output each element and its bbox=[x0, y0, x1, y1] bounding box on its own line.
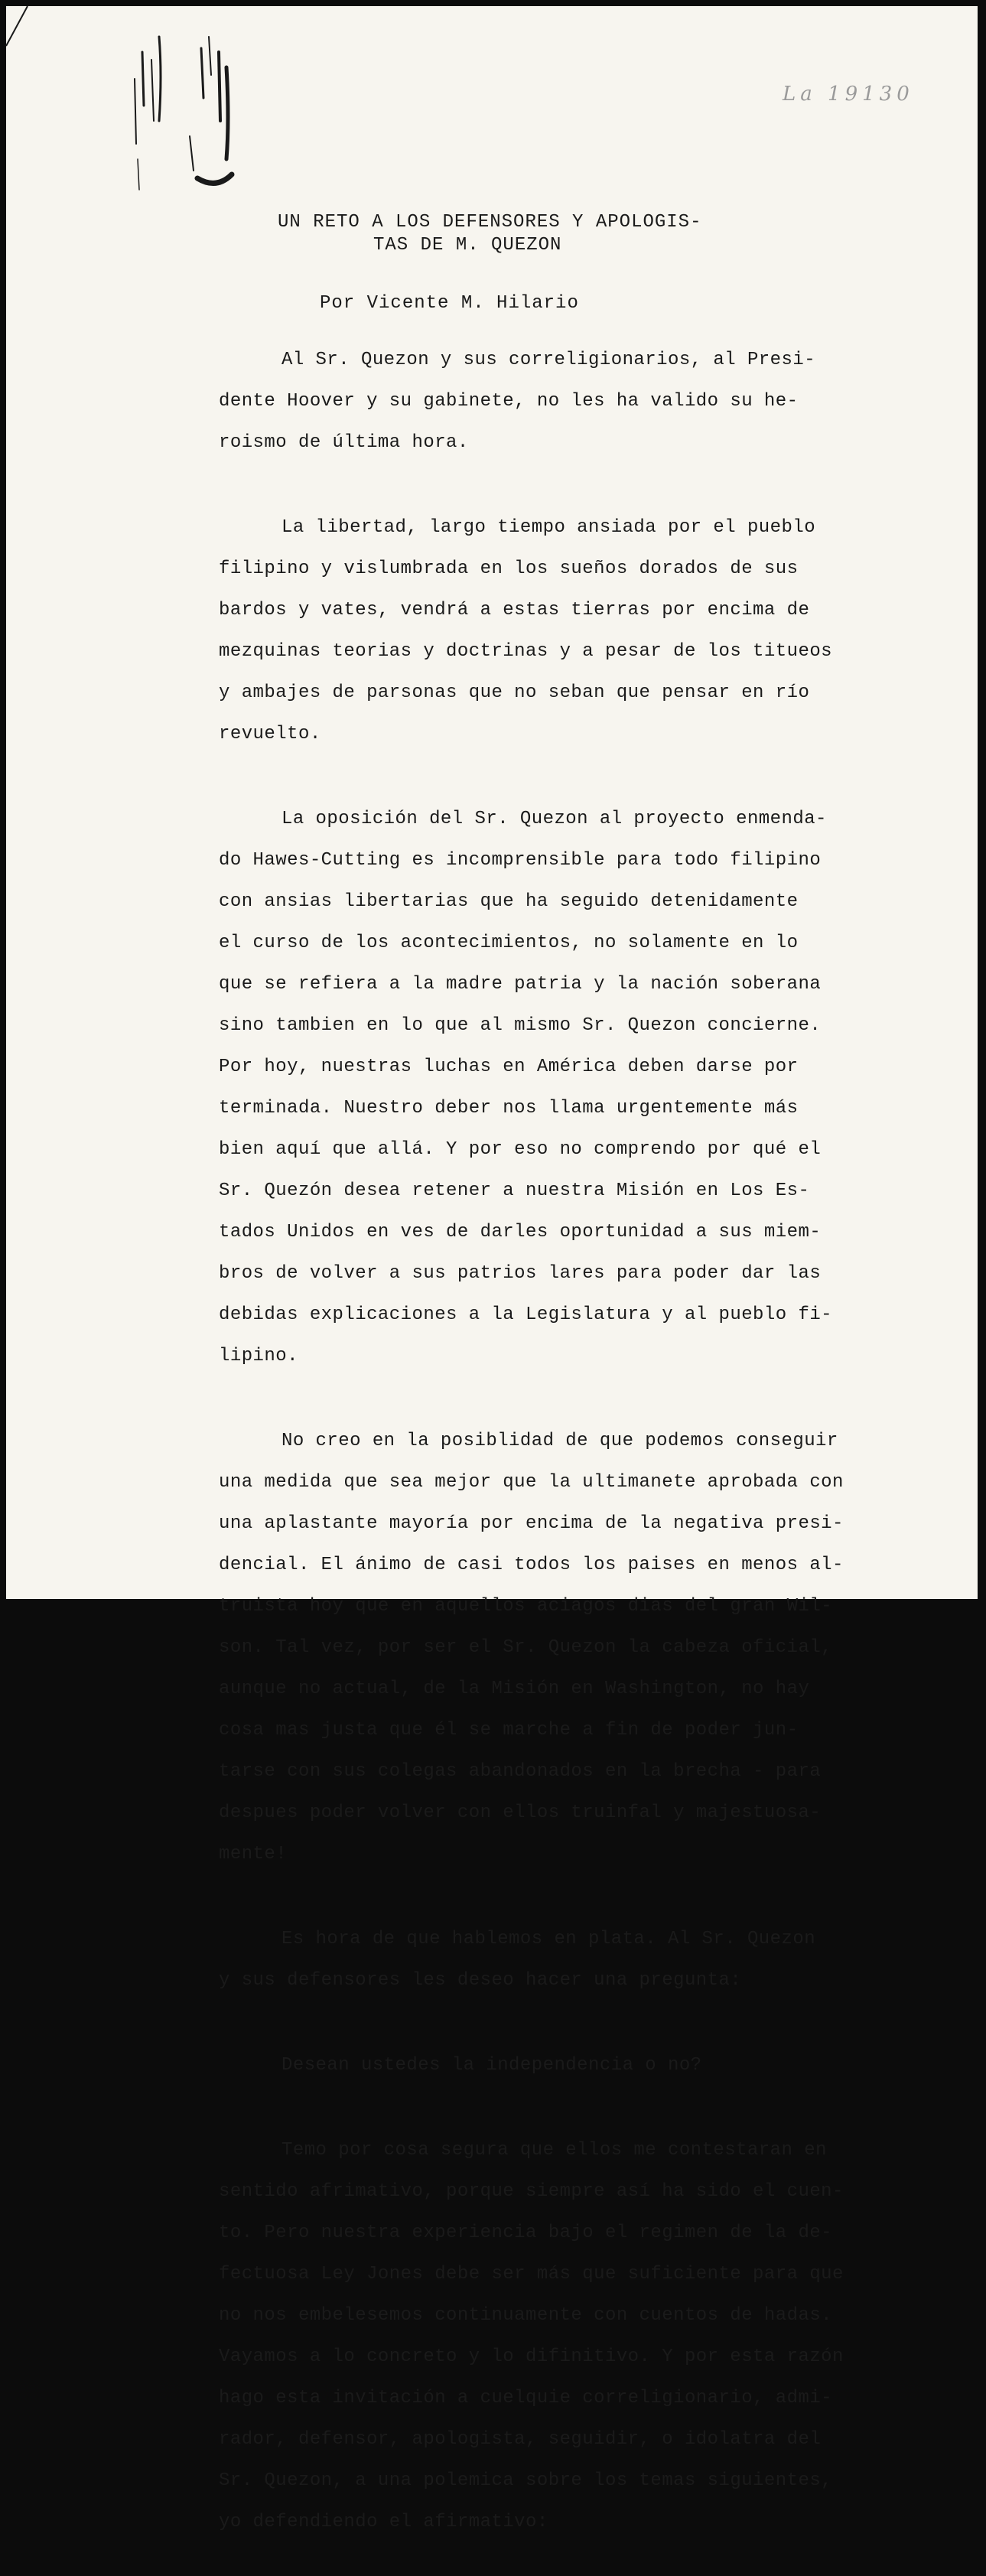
text-line: tados Unidos en ves de darles oportunidad a sus miem- bbox=[219, 1222, 822, 1242]
archive-annotation: La 19130 bbox=[783, 83, 914, 106]
page-corner-line bbox=[6, 6, 98, 52]
text-line: No creo en la posiblidad de que podemos conseguir bbox=[281, 1431, 838, 1451]
text-line: cosa mas justa que él se marche a fin de poder jun- bbox=[219, 1720, 799, 1741]
text-line: filipino y vislumbrada en los sueños dorados de sus bbox=[219, 559, 799, 579]
paragraph-2 bbox=[219, 497, 869, 765]
text-line: bien aquí que allá. Y por eso no comprendo por qué el bbox=[219, 1139, 822, 1160]
paragraph-6 bbox=[219, 2119, 869, 2553]
paragraph-5 bbox=[219, 1908, 869, 2011]
text-line: tarse con sus colegas abandonados en la brecha - para bbox=[219, 1761, 822, 1782]
text-line: bardos y vates, vendrá a estas tierras por encima de bbox=[219, 600, 810, 620]
text-line: do Hawes-Cutting es incomprensible para todo filipino bbox=[219, 850, 822, 871]
paragraph-3 bbox=[219, 788, 869, 1387]
text-line: Al Sr. Quezon y sus correligionarios, al Presi- bbox=[281, 350, 816, 370]
text-line: mente! bbox=[219, 1844, 288, 1864]
text-line: dencial. El ánimo de casi todos los paises en menos al- bbox=[219, 1555, 844, 1575]
handwritten-marks bbox=[129, 6, 281, 197]
text-line: sino tambien en lo que al mismo Sr. Quezon concierne. bbox=[219, 1015, 822, 1036]
byline: Por Vicente M. Hilario bbox=[320, 293, 579, 314]
question bbox=[219, 2034, 869, 2096]
paragraph-1 bbox=[219, 329, 869, 474]
text-line: mezquinas teorias y doctrinas y a pesar de los titueos bbox=[219, 641, 833, 662]
text-line: Por hoy, nuestras luchas en América deben darse por bbox=[219, 1057, 799, 1077]
text-line: una medida que sea mejor que la ultimanete aprobada con bbox=[219, 1472, 844, 1493]
text-line: no nos embelesemos continuamente con cuentos de hadas. bbox=[219, 2305, 833, 2326]
text-line: y ambajes de parsonas que no seban que pensar en río bbox=[219, 682, 810, 703]
text-line: el curso de los acontecimientos, no solamente en lo bbox=[219, 933, 799, 953]
text-line: Es hora de que hablemos en plata. Al Sr. Quezon bbox=[281, 1929, 816, 1949]
text-line: y sus defensores les deseo hacer una pregunta: bbox=[219, 1970, 742, 1991]
text-line: yo defendiendo el afirmativo: bbox=[219, 2512, 548, 2532]
document-page bbox=[6, 6, 978, 2532]
text-line: revuelto. bbox=[219, 724, 321, 744]
text-line: rador, defensor, apologista, seguidir, o idolatra del bbox=[219, 2429, 822, 2450]
text-line: roismo de última hora. bbox=[219, 432, 469, 453]
paragraph-4 bbox=[219, 1410, 869, 1885]
document-body bbox=[219, 329, 869, 2576]
text-line: lipino. bbox=[219, 1346, 298, 1366]
text-line: aunque no actual, de la Misión en Washington, no hay bbox=[219, 1679, 810, 1699]
text-line: con ansias libertarias que ha seguido detenidamente bbox=[219, 891, 799, 912]
text-line: La libertad, largo tiempo ansiada por el pueblo bbox=[281, 517, 816, 538]
title-line-1: UN RETO A LOS DEFENSORES Y APOLOGIS- bbox=[278, 212, 702, 233]
text-line: dente Hoover y su gabinete, no les ha valido su he- bbox=[219, 391, 799, 412]
text-line: hago esta invitación a cuelquie correligionario, admi- bbox=[219, 2388, 833, 2408]
text-line: to. Pero nuestra experiencia bajo el regimen de la de- bbox=[219, 2223, 833, 2243]
text-line: La oposición del Sr. Quezon al proyecto enmenda- bbox=[281, 809, 827, 829]
text-line: Sr. Quezón desea retener a nuestra Misión en Los Es- bbox=[219, 1181, 810, 1201]
text-line: fectuosa Ley Jones debe ser más que suficiente para que bbox=[219, 2264, 844, 2285]
title-line-2: TAS DE M. QUEZON bbox=[373, 235, 562, 256]
text-line: que se refiera a la madre patria y la nación soberana bbox=[219, 974, 822, 995]
text-line: son. Tal vez, por ser el Sr. Quezon la cabeza oficial, bbox=[219, 1637, 833, 1658]
text-line: Temo por cosa segura que ellos me contestaran en bbox=[281, 2140, 827, 2161]
text-line: bros de volver a sus patrios lares para poder dar las bbox=[219, 1263, 822, 1284]
text-line: sentido afrimativo, porque siempre así ha sido el cuen- bbox=[219, 2181, 844, 2202]
text-line: despues poder volver con ellos truinfal y majestuosa- bbox=[219, 1803, 822, 1823]
document-title bbox=[278, 211, 701, 257]
text-line: Vayamos a lo concreto y lo difinitivo. Y por esta razón bbox=[219, 2346, 844, 2367]
text-line: truista hoy que en aquellos aciagos dias del gran Wil- bbox=[219, 1596, 833, 1617]
text-line: Sr. Quezon, a una polemica sobre los temas siguientes, bbox=[219, 2470, 833, 2491]
text-line: terminada. Nuestro deber nos llama urgentemente más bbox=[219, 1098, 799, 1119]
text-line: Desean ustedes la independencia o no? bbox=[281, 2055, 702, 2076]
text-line: una aplastante mayoría por encima de la negativa presi- bbox=[219, 1513, 844, 1534]
text-line: debidas explicaciones a la Legislatura y al pueblo fi- bbox=[219, 1304, 833, 1325]
